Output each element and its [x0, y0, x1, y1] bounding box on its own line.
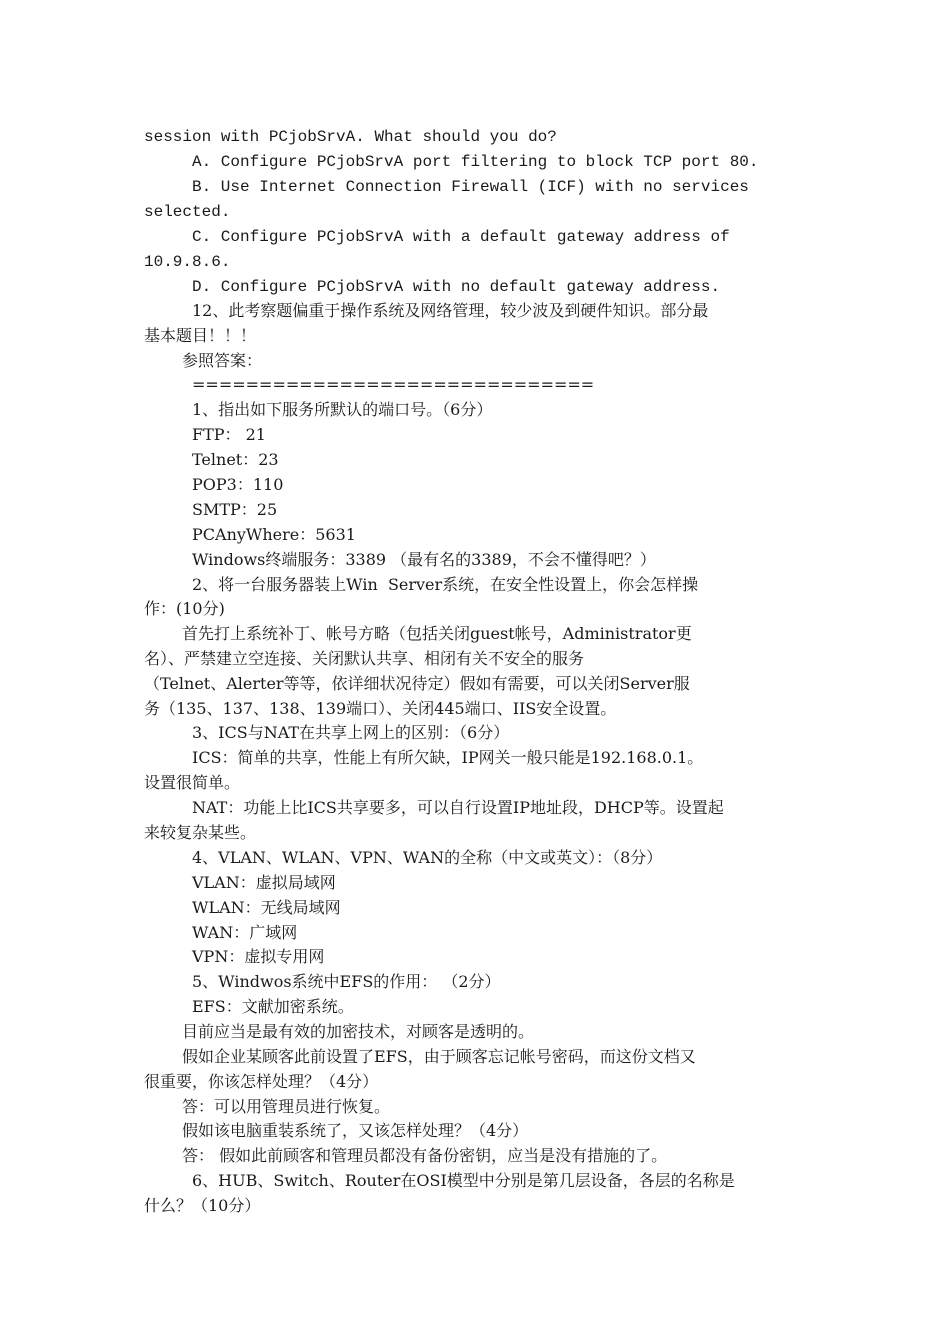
text-line: session with PCjobSrvA. What should you do?	[144, 128, 557, 146]
text-line: 设置很简单。	[144, 773, 241, 792]
text-line: 假如企业某顾客此前设置了EFS，由于顾客忘记帐号密码，而这份文档又	[182, 1047, 696, 1066]
text-line: （Telnet、Alerter等等，依详细状况待定）假如有需要，可以关闭Server服	[144, 674, 690, 693]
question-3: 3、ICS与NAT在共享上网上的区别：（6分）	[192, 723, 510, 742]
question-5: 5、Windwos系统中EFS的作用： （2分）	[192, 972, 501, 991]
option-c: C. Configure PCjobSrvA with a default gateway address of	[192, 228, 730, 246]
question-6: 6、HUB、Switch、Router在OSI模型中分别是第几层设备，各层的名称是	[192, 1171, 735, 1190]
port-terminal: Windows终端服务：3389 （最有名的3389，不会不懂得吧？）	[192, 550, 656, 569]
option-b: B. Use Internet Connection Firewall (ICF) with no services	[192, 178, 749, 196]
answer-vlan: VLAN：虚拟局域网	[192, 873, 336, 892]
text-line: 目前应当是最有效的加密技术，对顾客是透明的。	[182, 1022, 535, 1041]
answer-3-ics: ICS：简单的共享，性能上有所欠缺，IP网关一般只能是192.168.0.1。	[192, 748, 704, 767]
answer-wan: WAN：广域网	[192, 923, 298, 942]
text-line: 很重要，你该怎样处理？（4分）	[144, 1072, 379, 1091]
text-line: 来较复杂某些。	[144, 823, 257, 842]
text-line: 假如该电脑重装系统了，又该怎样处理？（4分）	[182, 1121, 529, 1140]
port-ftp: FTP： 21	[192, 425, 266, 444]
text-line: 答：可以用管理员进行恢复。	[182, 1097, 391, 1116]
option-a: A. Configure PCjobSrvA port filtering to block TCP port 80.	[192, 153, 759, 171]
option-d: D. Configure PCjobSrvA with no default gateway address.	[192, 278, 721, 296]
question-2: 2、将一台服务器装上Win Server系统，在安全性设置上，你会怎样操	[192, 575, 699, 594]
text-line: 什么？（10分）	[144, 1196, 261, 1215]
answer-efs: EFS：文献加密系统。	[192, 997, 354, 1016]
port-smtp: SMTP：25	[192, 500, 278, 519]
answer-vpn: VPN：虚拟专用网	[192, 947, 325, 966]
answer-2: 首先打上系统补丁、帐号方略（包括关闭guest帐号，Administrator更	[182, 624, 692, 643]
text-line: 务（135、137、138、139端口）、关闭445端口、IIS安全设置。	[144, 699, 617, 718]
port-telnet: Telnet：23	[192, 450, 279, 469]
text-line: selected.	[144, 203, 231, 221]
question-1: 1、指出如下服务所默认的端口号。（6分）	[192, 400, 493, 419]
text-line: 作：(10分)	[144, 599, 225, 618]
question-4: 4、VLAN、WLAN、VPN、WAN的全称（中文或英文）：（8分）	[192, 848, 663, 867]
port-pop3: POP3：110	[192, 475, 284, 494]
text-line: 名）、严禁建立空连接、关闭默认共享、相闭有关不安全的服务	[144, 649, 585, 668]
answer-wlan: WLAN：无线局域网	[192, 898, 341, 917]
answer-3-nat: NAT：功能上比ICS共享要多，可以自行设置IP地址段，DHCP等。设置起	[192, 798, 724, 817]
text-line: 基本题目！！！	[144, 326, 257, 345]
answer-heading: 参照答案：	[182, 351, 263, 370]
section-heading: 12、此考察题偏重于操作系统及网络管理，较少波及到硬件知识。部分最	[192, 301, 709, 320]
text-line: 答： 假如此前顾客和管理员都没有备份密钥，应当是没有措施的了。	[182, 1146, 668, 1165]
text-line: 10.9.8.6.	[144, 253, 231, 271]
divider-line: ==============================	[192, 375, 595, 394]
port-pcanywhere: PCAnyWhere：5631	[192, 525, 356, 544]
